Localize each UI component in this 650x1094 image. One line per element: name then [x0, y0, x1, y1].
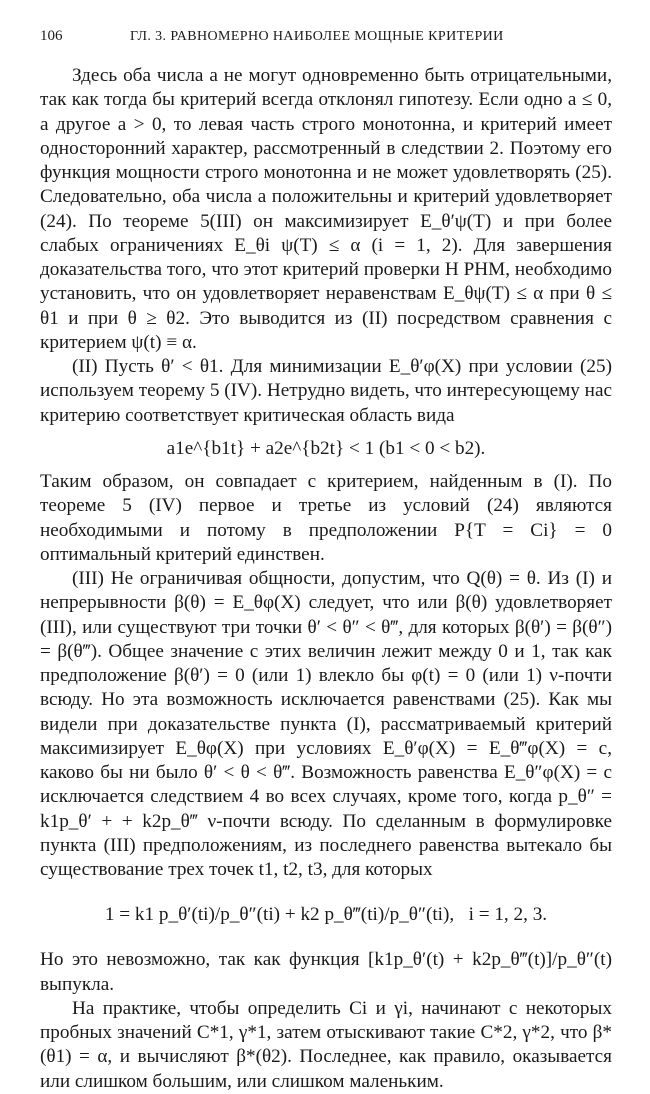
page-number: 106: [40, 28, 63, 44]
formula-three-points-text: 1 = k1 p_θ′(ti)/p_θ″(ti) + k2 p_θ‴(ti)/p_θ″(ti), i = 1, 2, 3.: [104, 904, 548, 926]
running-head: [40, 28, 612, 50]
book-page: [40, 28, 612, 1094]
chapter-title: ГЛ. 3. РАВНОМЕРНО НАИБОЛЕЕ МОЩНЫЕ КРИТЕРИИ: [130, 29, 504, 44]
paragraph-4: (III) Не ограничивая общности, допустим, что Q(θ) = θ. Из (I) и непрерывности β(θ) = E_θφ(X) следует, что или β(θ) удовлетворяет (III), или существуют три точки θ′ < θ″ < θ‴, для которых β(θ′) = β(θ″) = β(θ‴). Общее значение c этих величин лежит между 0 и 1, так как предположение β(θ′) = 0 (или 1) влекло бы φ(t) = 0 (или 1) ν-почти всюду. Но эта возможность исключается равенствами (25). Как мы видели при доказательстве пункта (I), рассматриваемый критерий максимизирует E_θφ(X) при условиях E_θ′φ(X) = E_θ‴φ(X) = c, каково бы ни было θ′ < θ < θ‴. Возможность равенства E_θ″φ(X) = c исключается следствием 4 во всех случаях, кроме того, когда p_θ″ = k1p_θ′ + + k2p_θ‴ ν-почти всюду. По сделанным в формулировке пункта (III) предположениям, из последнего равенства вытекало бы существование трех точек t1, t2, t3, для которых: [40, 568, 612, 880]
paragraph-5: Но это невозможно, так как функция [k1p_θ′(t) + k2p_θ‴(t)]/p_θ″(t) выпукла.: [40, 949, 612, 995]
formula-three-points: [40, 892, 612, 938]
formula-critical-region: a1e^{b1t} + a2e^{b2t} < 1 (b1 < 0 < b2).: [166, 437, 486, 459]
paragraph-1: Здесь оба числа a не могут одновременно быть отрицательными, так как тогда бы критерий всегда отклонял гипотезу. Если одно a ≤ 0, а другое a > 0, то левая часть строго монотонна, и критерий имеет односторонний характер, рассмотренный в следствии 2. Поэтому его функция мощности строго монотонна и не может удовлетворять (25). Следовательно, оба числа a положительны и критерий удовлетворяет (24). По теореме 5(III) он максимизирует E_θ′ψ(T) и при более слабых ограничениях E_θi ψ(T) ≤ α (i = 1, 2). Для завершения доказательства того, что этот критерий проверки H РНМ, необходимо установить, что он удовлетворяет неравенствам E_θψ(T) ≤ α при θ ≤ θ1 и при θ ≥ θ2. Это выводится из (II) посредством сравнения с критерием ψ(t) ≡ α.: [40, 65, 612, 353]
body-text: [40, 64, 612, 1094]
paragraph-6: На практике, чтобы определить Ci и γi, начинают с некоторых пробных значений C*1, γ*1, затем отыскивают такие C*2, γ*2, что β*(θ1) = α, и вычисляют β*(θ2). Последнее, как правило, оказывается или слишком большим, или слишком маленьким.: [40, 997, 612, 1092]
paragraph-3: Таким образом, он совпадает с критерием, найденным в (I). По теореме 5 (IV) первое и третье из условий (24) являются необходимыми и потому в предположении P{T = Ci} = 0 оптимальный критерий единствен.: [40, 471, 612, 565]
paragraph-2: (II) Пусть θ′ < θ1. Для минимизации E_θ′φ(X) при условии (25) используем теорему 5 (IV). Нетрудно видеть, что интересующему нас критерию соответствует критическая область вида: [40, 356, 612, 426]
